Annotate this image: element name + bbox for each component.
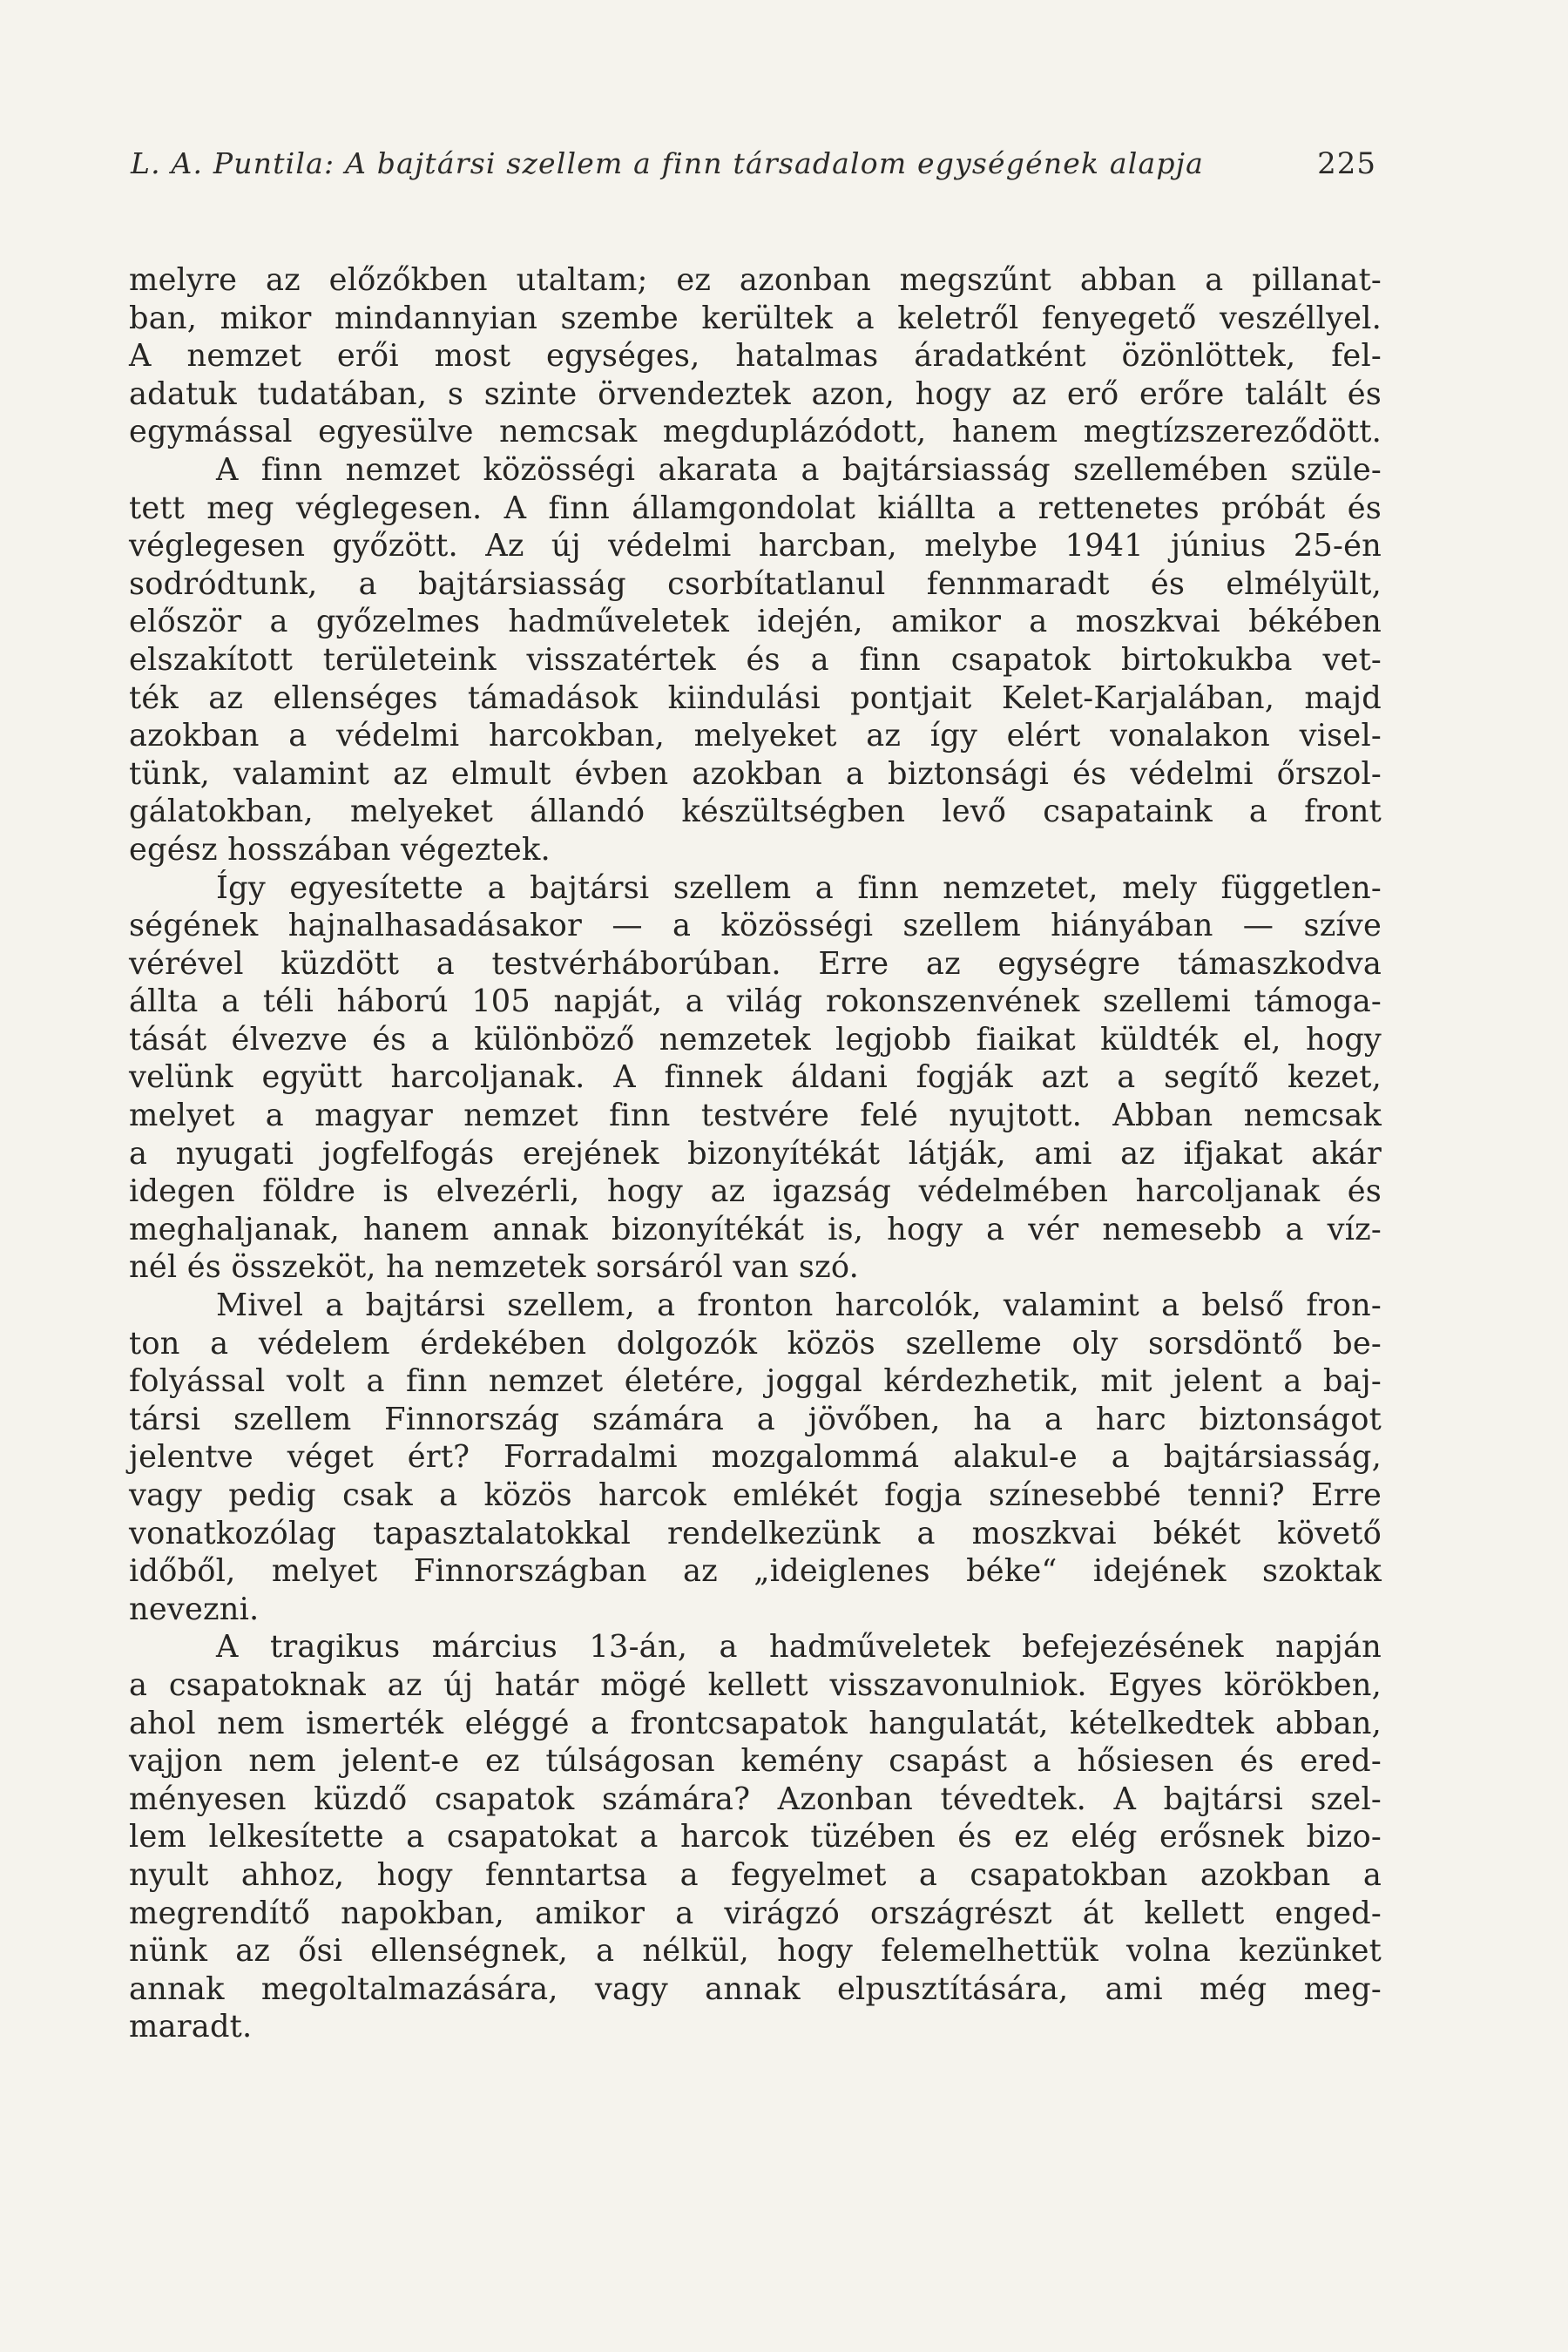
body-text (129, 261, 1382, 2046)
text-line: velünk együtt harcoljanak. A finnek áldani fogják azt a segítő kezet, (129, 1059, 1382, 1096)
paragraph-end-line: egész hosszában végeztek. (129, 831, 551, 868)
text-line: tünk, valamint az elmult évben azokban a biztonsági és védelmi őrszol- (129, 755, 1382, 792)
text-line: adatuk tudatában, s szinte örvendeztek azon, hogy az erő erőre talált és (129, 375, 1382, 412)
text-line: A nemzet erői most egységes, hatalmas áradatként özönlöttek, fel- (129, 338, 1382, 375)
paragraph-start-line: Mivel a bajtársi szellem, a fronton harcolók, valamint a belső fron- (216, 1288, 1382, 1324)
text-line: megrendítő napokban, amikor a virágzó országrészt át kellett enged- (129, 1895, 1382, 1931)
text-line: egymással egyesülve nemcsak megduplázódott, hanem megtízszereződött. (129, 414, 1382, 450)
text-line: először a győzelmes hadműveletek idején, amikor a moszkvai békében (129, 604, 1382, 640)
text-line: vajjon nem jelent-e ez túlságosan kemény csapást a hősiesen és ered- (129, 1743, 1382, 1780)
text-line: idegen földre is elvezérli, hogy az igazság védelmében harcoljanak és (129, 1173, 1382, 1210)
page-number: 225 (1317, 146, 1376, 181)
text-line: ahol nem ismerték eléggé a frontcsapatok hangulatát, kételkedtek abban, (129, 1705, 1382, 1741)
text-line: vagy pedig csak a közös harcok emlékét fogja színesebbé tenni? Erre (129, 1477, 1382, 1513)
text-line: nünk az ősi ellenségnek, a nélkül, hogy felemelhettük volna kezünket (129, 1933, 1382, 1970)
paragraph-end-line: maradt. (129, 2009, 253, 2045)
text-line: vérével küzdött a testvérháborúban. Erre az egységre támaszkodva (129, 945, 1382, 982)
paragraph-start-line: A finn nemzet közösségi akarata a bajtársiasság szellemében szüle- (216, 451, 1382, 488)
text-line: tett meg véglegesen. A finn államgondolat kiállta a rettenetes próbát és (129, 490, 1382, 526)
text-line: vonatkozólag tapasztalatokkal rendelkezünk a moszkvai békét követő (129, 1515, 1382, 1551)
running-header (131, 146, 1376, 199)
text-line: melyet a magyar nemzet finn testvére felé nyujtott. Abban nemcsak (129, 1098, 1382, 1134)
text-line: azokban a védelmi harcokban, melyeket az így elért vonalakon visel- (129, 718, 1382, 754)
paragraph-start-line: A tragikus március 13-án, a hadműveletek befejezésének napján (216, 1629, 1382, 1666)
running-title: L. A. Puntila: A bajtársi szellem a finn társadalom egységének alapja (131, 146, 1205, 180)
text-line: melyre az előzőkben utaltam; ez azonban megszűnt abban a pillanat- (129, 262, 1382, 298)
paragraph-end-line: nevezni. (129, 1591, 260, 1627)
text-line: ték az ellenséges támadások kiindulási pontjait Kelet-Karjalában, majd (129, 679, 1382, 716)
text-line: jelentve véget ért? Forradalmi mozgalommá alakul-e a bajtársiasság, (129, 1439, 1382, 1476)
text-line: elszakított területeink visszatértek és a finn csapatok birtokukba vet- (129, 641, 1382, 678)
text-line: annak megoltalmazására, vagy annak elpusztítására, ami még meg- (129, 1970, 1382, 2007)
paragraph-end-line: nél és összeköt, ha nemzetek sorsáról van szó. (129, 1249, 859, 1286)
text-line: ban, mikor mindannyian szembe kerültek a keletről fenyegető veszéllyel. (129, 300, 1382, 336)
text-line: sodródtunk, a bajtársiasság csorbítatlanul fennmaradt és elmélyült, (129, 565, 1382, 602)
text-line: a nyugati jogfelfogás erejének bizonyítékát látják, ami az ifjakat akár (129, 1135, 1382, 1172)
text-line: meghaljanak, hanem annak bizonyítékát is, hogy a vér nemesebb a víz- (129, 1211, 1382, 1247)
text-line: folyással volt a finn nemzet életére, joggal kérdezhetik, mit jelent a baj- (129, 1363, 1382, 1400)
text-line: véglegesen győzött. Az új védelmi harcban, melybe 1941 június 25-én (129, 528, 1382, 564)
text-line: ményesen küzdő csapatok számára? Azonban tévedtek. A bajtársi szel- (129, 1781, 1382, 1817)
text-line: ton a védelem érdekében dolgozók közös szelleme oly sorsdöntő be- (129, 1325, 1382, 1362)
text-line: nyult ahhoz, hogy fenntartsa a fegyelmet a csapatokban azokban a (129, 1856, 1382, 1893)
text-line: időből, melyet Finnországban az „ideiglenes béke“ idejének szoktak (129, 1553, 1382, 1590)
text-line: ségének hajnalhasadásakor — a közösségi szellem hiányában — szíve (129, 908, 1382, 944)
paragraph-start-line: Így egyesítette a bajtársi szellem a finn nemzetet, mely független- (216, 869, 1382, 906)
text-line: gálatokban, melyeket állandó készültségben levő csapataink a front (129, 794, 1382, 830)
text-line: a csapatoknak az új határ mögé kellett visszavonulniok. Egyes körökben, (129, 1666, 1382, 1703)
text-line: állta a téli háború 105 napját, a világ rokonszenvének szellemi támoga- (129, 983, 1382, 1020)
text-line: társi szellem Finnország számára a jövőben, ha a harc biztonságot (129, 1401, 1382, 1437)
text-line: lem lelkesítette a csapatokat a harcok tüzében és ez elég erősnek bizo- (129, 1819, 1382, 1855)
text-line: tását élvezve és a különböző nemzetek legjobb fiaikat küldték el, hogy (129, 1021, 1382, 1058)
